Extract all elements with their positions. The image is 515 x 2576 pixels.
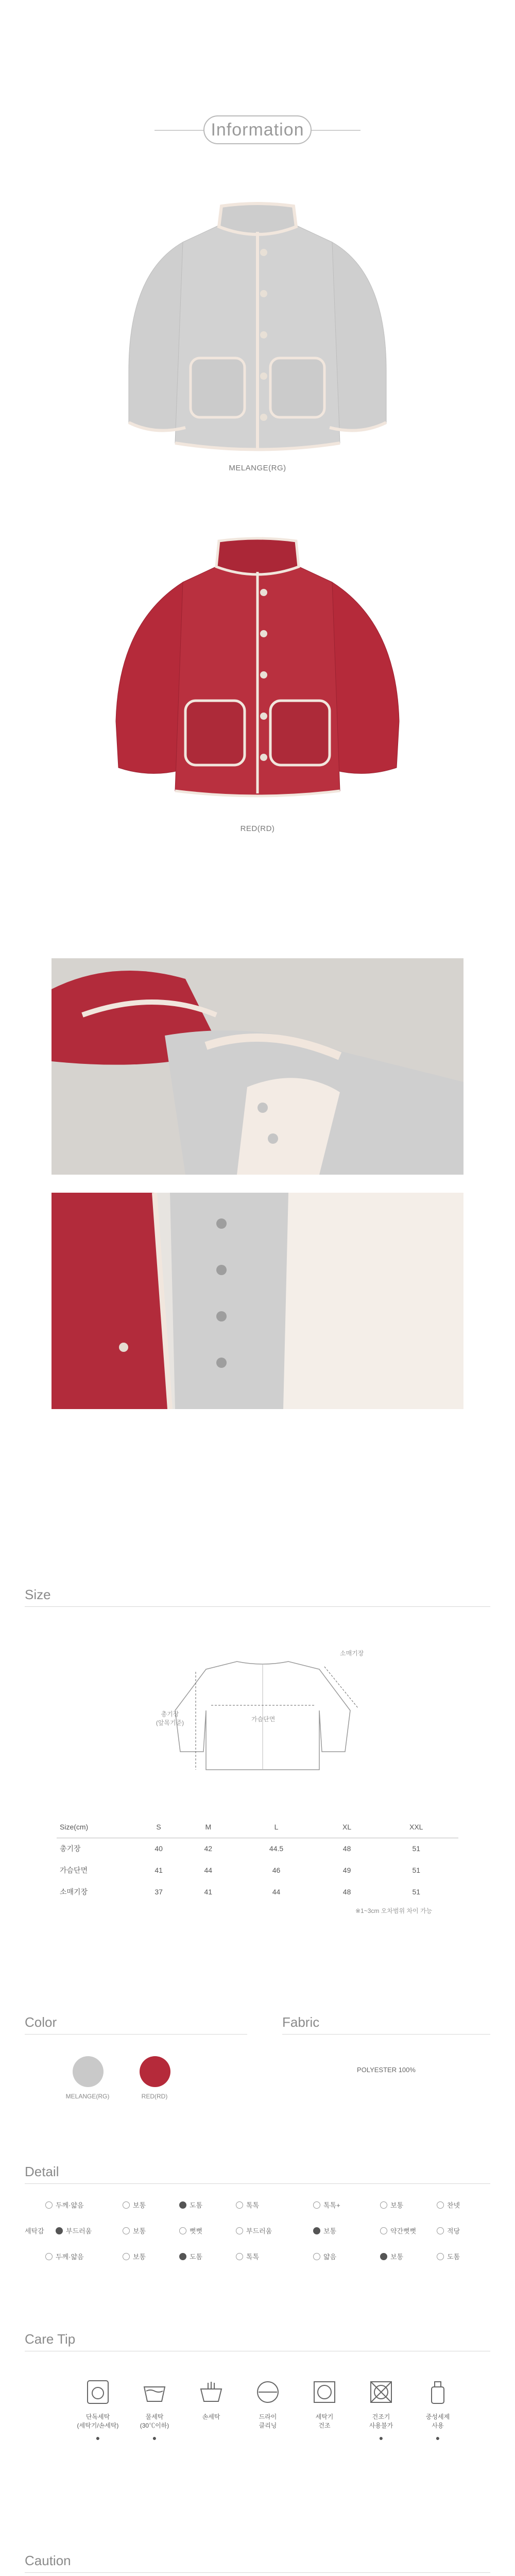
radio-icon (380, 2227, 387, 2234)
detail-option (123, 2226, 146, 2235)
radio-icon (313, 2253, 320, 2260)
size-cell: 42 (204, 1844, 213, 1853)
size-header-cell: Size(cm) (57, 1816, 134, 1838)
detail-row (25, 2200, 490, 2221)
product-image-melange (0, 155, 515, 474)
size-cell: 49 (342, 1866, 351, 1874)
care-label: 드라이 클리닝 (259, 2413, 277, 2429)
header-rule-right (312, 130, 360, 131)
detail-option (45, 2251, 84, 2261)
detail-option (56, 2226, 92, 2235)
detail-option (123, 2251, 146, 2261)
radio-icon (236, 2227, 243, 2234)
detail-option (437, 2200, 460, 2210)
color-swatch-red (139, 2056, 171, 2088)
detail-option (380, 2251, 403, 2261)
size-row-label: 총기장 (60, 1844, 81, 1853)
detail-row-label-text: 세탁감 (25, 2227, 44, 2235)
size-table-row (57, 1859, 458, 1881)
size-cell: 48 (342, 1888, 351, 1896)
section-title-color: Color (25, 2014, 57, 2030)
color-swatch-melange-circle (72, 2056, 104, 2088)
size-note: ※1~3cm 오차범위 차이 가능 (355, 1907, 433, 1914)
detail-option-label: 보통 (323, 2227, 337, 2235)
radio-icon (179, 2253, 186, 2260)
size-cell: 46 (272, 1866, 281, 1874)
color-label-melange: MELANGE(RG) (65, 2093, 110, 2100)
detail-option-label: 뻣뻣 (190, 2227, 203, 2235)
detail-option-label: 톡톡 (246, 2201, 260, 2209)
size-cell: 41 (204, 1888, 213, 1896)
care-dot: ● (152, 2434, 157, 2442)
detail-option (236, 2200, 259, 2210)
sleeve-length-label: 소매기장 (340, 1650, 364, 1657)
detail-option-label: 톡톡 (246, 2253, 260, 2261)
size-header-cell: XXL (374, 1816, 458, 1838)
detail-option-label: 얇음 (323, 2253, 337, 2261)
tumble-dry-icon (310, 2378, 339, 2406)
information-badge (203, 115, 312, 144)
size-cell: 44.5 (269, 1844, 284, 1853)
care-item (75, 2378, 121, 2442)
size-cell: 51 (412, 1844, 421, 1853)
size-header-cell: L (233, 1816, 319, 1838)
detail-option (123, 2200, 146, 2210)
product-image-red (0, 495, 515, 835)
care-label: 세탁기 건조 (315, 2413, 334, 2429)
detail-table (25, 2200, 490, 2282)
radio-icon (437, 2227, 444, 2234)
size-header-cell: M (183, 1816, 233, 1838)
care-label: 손세탁 (202, 2413, 220, 2420)
color-swatch-red-circle (139, 2056, 171, 2088)
radio-icon (56, 2227, 63, 2234)
size-cell: 44 (204, 1866, 213, 1874)
size-table-row (57, 1838, 458, 1859)
detail-option (313, 2251, 336, 2261)
care-item (301, 2378, 348, 2430)
section-title-detail: Detail (25, 2164, 59, 2179)
radio-icon (123, 2253, 130, 2260)
section-rule-caution (25, 2572, 490, 2573)
size-table-row (57, 1881, 458, 1903)
hand-wash-icon (197, 2378, 226, 2406)
size-header-cell: XL (320, 1816, 374, 1838)
radio-icon (236, 2201, 243, 2209)
size-cell: 41 (154, 1866, 163, 1874)
detail-option (437, 2226, 460, 2235)
detail-option-label: 도톰 (190, 2253, 203, 2261)
radio-icon (123, 2201, 130, 2209)
section-title-size: Size (25, 1587, 51, 1602)
care-item (131, 2378, 178, 2442)
radio-icon (45, 2253, 53, 2260)
radio-icon (179, 2201, 186, 2209)
care-label: 중성세제 사용 (425, 2413, 450, 2429)
size-diagram (154, 1649, 371, 1783)
detail-option-label: 찬넷 (447, 2201, 460, 2209)
detail-photo-collar-graphic (52, 958, 464, 1175)
detail-row (25, 2226, 490, 2246)
radio-icon (179, 2227, 186, 2234)
size-cell: 48 (342, 1844, 351, 1853)
jacket-melange-illustration (0, 155, 515, 474)
section-title-care: Care Tip (25, 2331, 76, 2347)
radio-icon (437, 2253, 444, 2260)
size-cell: 51 (412, 1888, 421, 1896)
detail-option-label: 두께·얇음 (56, 2253, 84, 2261)
detail-option-label: 부드러움 (66, 2227, 92, 2235)
detail-option (236, 2251, 259, 2261)
detail-option (179, 2251, 202, 2261)
detergent-bottle-icon (423, 2378, 452, 2406)
detail-option-label: 두께·얇음 (56, 2201, 84, 2209)
care-item (188, 2378, 234, 2421)
detail-option (313, 2200, 340, 2210)
detail-option-label: 보통 (133, 2253, 146, 2261)
detail-option-label: 도톰 (190, 2201, 203, 2209)
radio-icon (123, 2227, 130, 2234)
size-cell: 51 (412, 1866, 421, 1874)
fabric-text: POLYESTER 100% (357, 2066, 416, 2074)
size-table-header (57, 1816, 458, 1838)
detail-photo-lining (52, 1193, 464, 1409)
product-caption-red: RED(RD) (240, 824, 275, 833)
care-dot: ● (435, 2434, 440, 2442)
size-table (57, 1816, 458, 1903)
detail-option (313, 2226, 336, 2235)
detail-option (437, 2251, 460, 2261)
detail-row (25, 2251, 490, 2272)
radio-icon (236, 2253, 243, 2260)
detail-option (179, 2226, 202, 2235)
care-label: 물세탁 (30℃이하) (140, 2413, 169, 2429)
radio-icon (313, 2201, 320, 2209)
size-header-cell: S (134, 1816, 183, 1838)
radio-icon (380, 2201, 387, 2209)
section-rule-color (25, 2034, 247, 2035)
detail-option-label: 약간뻣뻣 (390, 2227, 417, 2235)
radio-icon (45, 2201, 53, 2209)
size-row-label: 가슴단면 (60, 1866, 88, 1874)
care-label: 단독세탁 (세탁기/손세탁) (77, 2413, 119, 2429)
color-label-red: RED(RD) (141, 2093, 168, 2100)
section-rule-detail (25, 2183, 490, 2184)
detail-photo-lining-graphic (52, 1193, 464, 1409)
no-dryer-icon (367, 2378, 396, 2406)
care-label: 건조기 사용불가 (369, 2413, 393, 2429)
detail-option (236, 2226, 272, 2235)
jacket-red-illustration (0, 495, 515, 814)
washing-machine-icon (83, 2378, 112, 2406)
detail-option (380, 2226, 416, 2235)
chest-width-label: 가슴단면 (251, 1716, 276, 1723)
care-item (415, 2378, 461, 2442)
product-caption-melange: MELANGE(RG) (229, 464, 286, 472)
detail-row-label (25, 2226, 44, 2235)
section-title-fabric: Fabric (282, 2014, 320, 2030)
water-wash-icon (140, 2378, 169, 2406)
detail-option-label: 부드러움 (246, 2227, 272, 2235)
detail-option-label: 도톰 (447, 2253, 460, 2261)
size-cell: 40 (154, 1844, 163, 1853)
section-rule-fabric (282, 2034, 490, 2035)
care-item (245, 2378, 291, 2430)
section-title-caution: Caution (25, 2553, 71, 2568)
detail-option (380, 2200, 403, 2210)
care-dot: ● (95, 2434, 100, 2442)
total-length-label: 총기장 (앞목기준) (156, 1710, 184, 1726)
radio-icon (380, 2253, 387, 2260)
detail-option-label: 톡톡+ (323, 2201, 340, 2209)
detail-photo-collar (52, 958, 464, 1175)
size-row-label: 소매기장 (60, 1888, 88, 1896)
dry-clean-icon (253, 2378, 282, 2406)
detail-option-label: 보통 (133, 2201, 146, 2209)
size-cell: 44 (272, 1888, 281, 1896)
detail-option-label: 보통 (390, 2201, 404, 2209)
detail-option-label: 보통 (133, 2227, 146, 2235)
detail-option (45, 2200, 84, 2210)
detail-option-label: 보통 (390, 2253, 404, 2261)
header-rule-left (154, 130, 203, 131)
color-swatch-melange (72, 2056, 104, 2088)
section-rule-size (25, 1606, 490, 1607)
size-cell: 37 (154, 1888, 163, 1896)
radio-icon (313, 2227, 320, 2234)
detail-option-label: 적당 (447, 2227, 460, 2235)
care-item (358, 2378, 404, 2442)
care-dot: ● (379, 2434, 384, 2442)
information-label: Information (211, 120, 304, 140)
detail-option (179, 2200, 202, 2210)
radio-icon (437, 2201, 444, 2209)
